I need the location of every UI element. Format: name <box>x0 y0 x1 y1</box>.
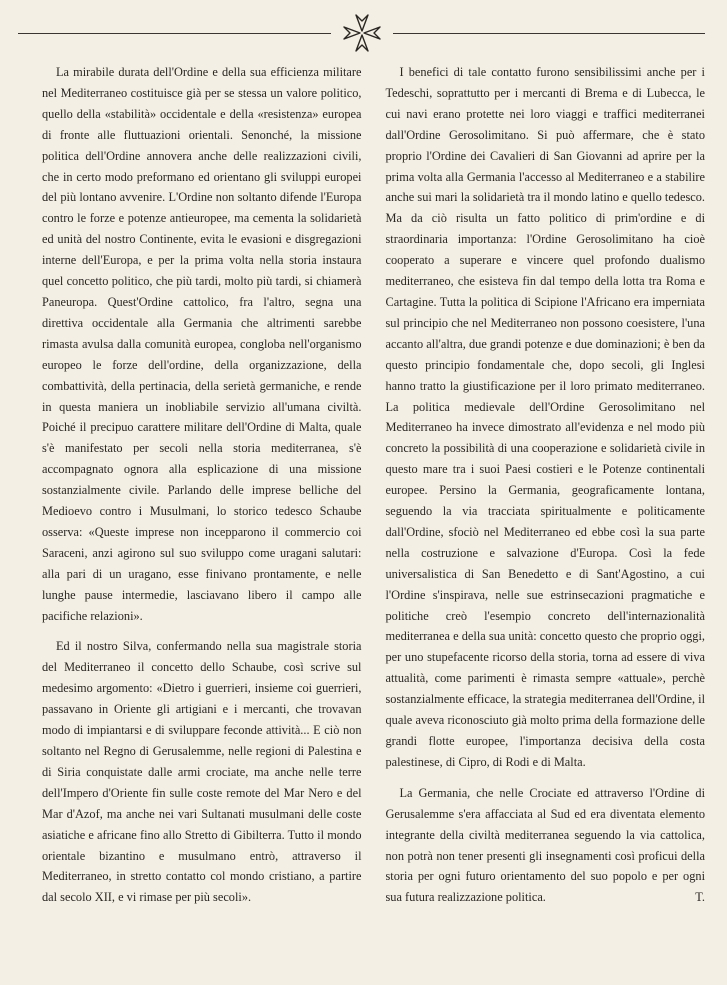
author-signature: T. <box>695 890 705 905</box>
article-body <box>42 62 705 975</box>
paragraph-text: La Germania, che nelle Crociate ed attraverso l'Ordine di Gerusalemme s'era affacciata al Sud ed era diventata elemento integrante della civiltà mediterranea seguendo la via cattolica, non potrà non tener presenti gli insegnamenti così proficui della storia per ogni futuro orientamento del suo popolo e per ogni sua futura realizzazione politica. <box>385 785 705 905</box>
paragraph: Ed il nostro Silva, confermando nella sua magistrale storia del Mediterraneo il concetto dello Schaube, così scrive sul medesimo argomento: «Dietro i guerrieri, insieme coi guerrieri, passavano in Oriente gli artigiani e i mercanti, che trovavan modo di impiantarsi e di sviluppare feconde attività... E ciò non soltanto nel Regno di Gerusalemme, nelle regioni di Palestina e di Siria conquistate dalle armi crociate, ma anche nelle terre dell'Impero d'Oriente fin sulle coste remote del Mar Nero e del Mar d'Azof, ma anche nei vari Sultanati musulmani delle coste asiatiche e africane fino allo Stretto di Gibilterra. Tutto il mondo orientale bizantino e musulmano entrò, attraverso il Mediterraneo, in stretto contatto col mondo cristiano, a partire dal secolo XII, e vi rimase per più secoli». <box>42 639 362 905</box>
left-column <box>42 62 362 975</box>
maltese-cross-icon <box>339 12 385 54</box>
page-header <box>18 12 705 54</box>
header-rule-right <box>393 33 706 34</box>
paragraph: I benefici di tale contatto furono sensibilissimi anche per i Tedeschi, soprattutto per i mercanti di Brema e di Lubecca, le cui navi erano protette nei loro viaggi e traffici mediterranei dall'Ordine Gerosolimitano. Si può affermare, che è stato proprio l'Ordine dei Cavalieri di San Giovanni ad aprire per la prima volta alla Germania l'accesso al Mediterraneo e a stabilire anche sui mari la solidarietà tra il mondo latino e quello tedesco. Ma da ciò risulta un fatto politico di prim'ordine e di straordinaria importanza: l'Ordine Gerosolimitano ha cioè cooperato a superare e vincere quel profondo dualismo mediterraneo, che esisteva fin dal tempo della lotta tra Roma e Cartagine. Tutta la politica di Scipione l'Africano era imperniata sul principio che nel Mediterraneo non possono coesistere, l'una accanto all'altra, due grandi potenze e due dominazioni; è ben da questo principio fondamentale che, dopo secoli, gli Inglesi hanno tratto la giustificazione per il loro primato mediterraneo. La politica medievale dell'Ordine Gerosolimitano nel Mediterraneo ha invece dimostrato all'evidenza e nel modo più concreto la possibilità di una cooperazione e solidarietà civile in questo mare tra i suoi Paesi costieri e le Potenze continentali europee. Persino la Germania, geograficamente lontana, seguendo la via tracciata spiritualmente e politicamente dall'Ordine, sfociò nel Mediterraneo ed ebbe così la sua parte nella costruzione e salvazione d'Europa. Così la fede universalistica di San Benedetto e di Sant'Agostino, a cui l'Ordine s'inspirava, nelle sue estrinsecazioni pragmatiche e politiche creò l'esempio concreto dell'internazionalità mediterranea e della sua unità: concetto questo che proprio oggi, per uno stupefacente ricorso della storia, torna ad essere di viva attualità, come parimenti è rimasta sempre «attuale», perchè sostanzialmente efficace, la strategia mediterranea dell'Ordine, il quale aveva riconosciuto già molto prima della formazione delle grandi flotte europee, l'importanza decisiva della costa palestinese, di Cipro, di Rodi e di Malta. <box>385 65 705 769</box>
right-column <box>386 62 706 975</box>
paragraph: La mirabile durata dell'Ordine e della sua efficienza militare nel Mediterraneo costituisce già per se stessa un valore politico, quello della «stabilità» occidentale e della «resistenza» europea di fronte alle fluttuazioni orientali. Senonché, la missione politica dell'Ordine annovera anche delle realizzazioni civili, che in certo modo preformano ed orientano gli sviluppi europei del più lontano avvenire. L'Ordine non soltanto difende l'Europa contro le forze e potenze antieuropee, ma cementa la solidarietà ed unità del nostro Continente, evita le evasioni e disgregazioni interne dell'Europa, e per la prima volta nella storia instaura quel concetto politico, che più tardi, molto più tardi, si chiamerà Paneuropa. Quest'Ordine cattolico, fra l'altro, segna una direttiva occidentale alla Germania che altrimenti sarebbe rimasta avulsa dalla comunità europea, congloba nell'organismo europeo le forze dell'ordine, della organizzazione, della combattività, della pertinacia, della serietà germaniche, e rende in questa maniera un inobliabile servizio all'umana civiltà. Poiché il precipuo carattere militare dell'Ordine di Malta, quale s'è manifestato per secoli nella storia mediterranea, s'è accompagnato ognora alla esplicazione di una missione sostanzialmente civile. Parlando delle imprese belliche del Medioevo contro i Musulmani, lo storico tedesco Schaube osserva: «Queste imprese non incepparono il commercio coi Saraceni, anzi agirono sul suo sviluppo come uragani salutari: alla pari di un uragano, esse finivano prontamente, e nelle lunghe pause intermedie, lasciavano libero il campo alle pacifiche relazioni». <box>42 65 362 623</box>
header-rule-left <box>18 33 331 34</box>
paragraph <box>386 783 706 908</box>
